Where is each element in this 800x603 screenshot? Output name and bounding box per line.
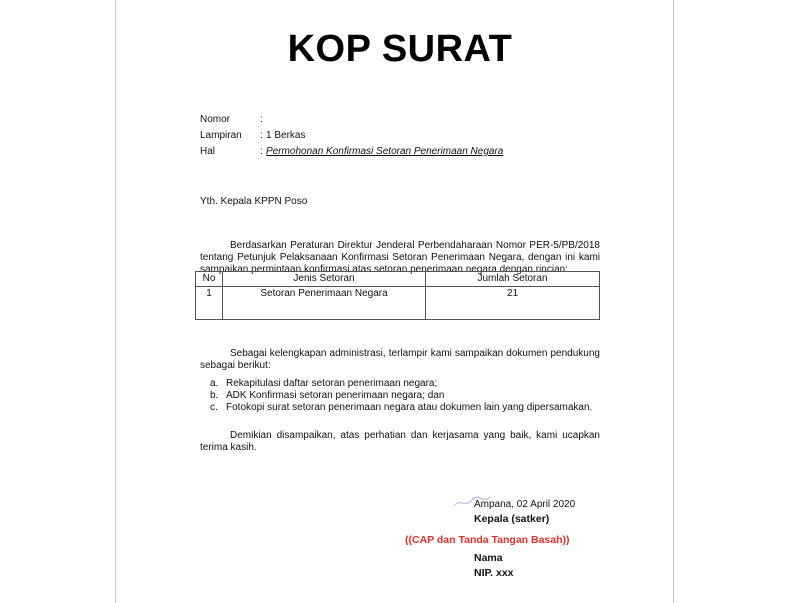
setoran-table bbox=[195, 271, 600, 320]
stamp-note: ((CAP dan Tanda Tangan Basah)) bbox=[405, 534, 570, 546]
list-text: Rekapitulasi daftar setoran penerimaan negara; bbox=[226, 378, 438, 389]
list-item bbox=[210, 390, 592, 402]
column-header: Jumlah Setoran bbox=[426, 272, 600, 287]
column-header: Jenis Setoran bbox=[223, 272, 426, 287]
table-row bbox=[196, 287, 600, 320]
closing-paragraph: Demikian disampaikan, atas perhatian dan kerjasama yang baik, kami ucapkan terima kasih. bbox=[200, 430, 600, 453]
meta-label: Nomor bbox=[200, 114, 231, 125]
attachment-list bbox=[210, 378, 592, 414]
table-header-row bbox=[196, 272, 600, 287]
recipient: Yth. Kepala KPPN Poso bbox=[200, 196, 308, 207]
meta-value: Permohonan Konfirmasi Setoran Penerimaan Negara bbox=[266, 146, 504, 157]
letterhead-title: KOP SURAT bbox=[287, 28, 513, 70]
list-item bbox=[210, 402, 592, 414]
page-edge-right bbox=[673, 0, 674, 603]
list-marker: b. bbox=[210, 390, 219, 401]
page-edge-left bbox=[115, 0, 116, 603]
list-marker: c. bbox=[210, 402, 218, 413]
meta-colon: : bbox=[260, 114, 263, 125]
table-cell: Setoran Penerimaan Negara bbox=[223, 287, 426, 320]
table-cell: 21 bbox=[426, 287, 600, 320]
list-text: Fotokopi surat setoran penerimaan negara atau dokumen lain yang dipersamakan. bbox=[226, 402, 593, 413]
opening-paragraph: Berdasarkan Peraturan Direktur Jenderal Perbendaharaan Nomor PER-5/PB/2018 tentang Petunjuk Pelaksanaan Konfirmasi Setoran Penerimaan Negara, dengan ini kami sampaikan permintaan konfirmasi atas setoran penerimaan negara dengan rincian: bbox=[200, 240, 600, 275]
meta-colon: : bbox=[260, 146, 263, 157]
signatory-name: Nama bbox=[474, 552, 503, 564]
list-item bbox=[210, 378, 592, 390]
attachment-intro: Sebagai kelengkapan administrasi, terlampir kami sampaikan dokumen pendukung sebagai berikut: bbox=[200, 348, 600, 371]
place-date: Ampana, 02 April 2020 bbox=[474, 499, 576, 510]
meta-value: 1 Berkas bbox=[266, 130, 306, 141]
meta-label: Lampiran bbox=[200, 130, 242, 141]
signatory-position: Kepala (satker) bbox=[474, 513, 550, 525]
table-cell: 1 bbox=[196, 287, 223, 320]
signatory-nip: NIP. xxx bbox=[474, 567, 514, 579]
list-text: ADK Konfirmasi setoran penerimaan negara; dan bbox=[226, 390, 445, 401]
meta-label: Hal bbox=[200, 146, 216, 157]
column-header: No bbox=[196, 272, 223, 287]
list-marker: a. bbox=[210, 378, 219, 389]
meta-colon: : bbox=[260, 130, 263, 141]
